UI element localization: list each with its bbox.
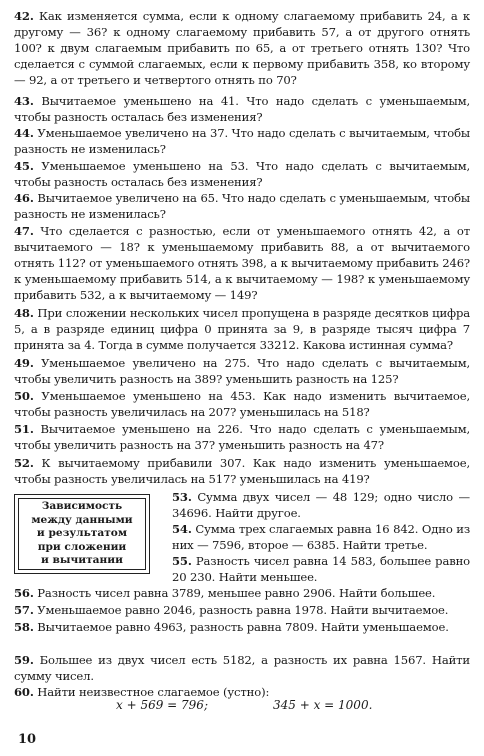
problem-58: 58. Вычитаемое равно 4963, разность равна 7809. Найти уменьшаемое. [14,620,449,634]
topic-sidebar-inner-frame [18,498,146,570]
equation-2: 345 + x = 1000. [273,698,373,712]
problem-42: 42. Как изменяется сумма, если к одному слагаемому прибавить 24, а к другому — 36? к одному слагаемому прибавить 57, а от другого отнять 100? к двум слагаемым прибавить по 65, а от третьего отнять 130? Что сделается с суммой слагаемых, если к первому прибавить 358, ко второму — 92, а от третьего и четвертого отнять по 70? [14,9,470,88]
problem-55: 55. Разность чисел равна 14 583, большее равно 20 230. Найти меньшее. [172,554,470,585]
problem-49: 49. Уменьшаемое увеличено на 275. Что надо сделать с вычитаемым, чтобы увеличить разность на 389? уменьшить разность на 125? [14,356,470,387]
problem-59: 59. Большее из двух чисел есть 5182, а разность их равна 1567. Найти сумму чисел. [14,653,470,684]
problem-56: 56. Разность чисел равна 3789, меньшее равно 2906. Найти большее. [14,586,436,600]
problem-52: 52. К вычитаемому прибавили 307. Как надо изменить уменьшаемое, чтобы разность увеличилась на 517? уменьшилась на 419? [14,456,470,487]
problem-57: 57. Уменьшаемое равно 2046, разность равна 1978. Найти вычитаемое. [14,603,449,617]
problem-46: 46. Вычитаемое увеличено на 65. Что надо сделать с уменьшаемым, чтобы разность не изменилась? [14,191,470,222]
problem-51: 51. Вычитаемое уменьшено на 226. Что надо сделать с уменьшаемым, чтобы увеличить разность на 37? уменьшить разность на 47? [14,422,470,453]
equation-1: x + 569 = 796; [116,698,208,712]
problem-54: 54. Сумма трех слагаемых равна 16 842. Одно из них — 7596, второе — 6385. Найти третье. [172,522,470,553]
page-number: 10 [18,732,37,747]
problem-47: 47. Что сделается с разностью, если от уменьшаемого отнять 42, а от вычитаемого — 18? к уменьшаемому прибавить 88, а от вычитаемого отнять 112? от уменьшаемого отнять 398, а к вычитаемому прибавить 246? к уменьшаемому прибавить 514, а к вычитаемому — 198? к уменьшаемому прибавить 532, а к вычитаемому — 149? [14,224,470,303]
topic-sidebar-box [14,494,150,574]
problem-45: 45. Уменьшаемое уменьшено на 53. Что надо сделать с вычитаемым, чтобы разность осталась без изменения? [14,159,471,190]
problem-48: 48. При сложении нескольких чисел пропущена в разряде десятков цифра 5, а в разряде единиц цифра 0 принята за 9, в разряде тысяч цифра 7 принята за 4. Тогда в сумме получается 33212. Какова истинная сумма? [14,306,470,353]
problem-53: 53. Сумма двух чисел — 48 129; одно число — 34696. Найти другое. [172,490,470,521]
problem-44: 44. Уменьшаемое увеличено на 37. Что надо сделать с вычитаемым, чтобы разность не изменилась? [14,126,470,157]
problem-50: 50. Уменьшаемое уменьшено на 453. Как надо изменить вычитаемое, чтобы разность увеличилась на 207? уменьшилась на 518? [14,389,470,420]
topic-sidebar-text: Зависимость между данными и результатом при сложении и вычитании [31,500,133,567]
problem-60: 60. Найти неизвестное слагаемое (устно): [14,685,270,699]
problem-43: 43. Вычитаемое уменьшено на 41. Что надо сделать с уменьшаемым, чтобы разность осталась без изменения? [14,94,471,125]
